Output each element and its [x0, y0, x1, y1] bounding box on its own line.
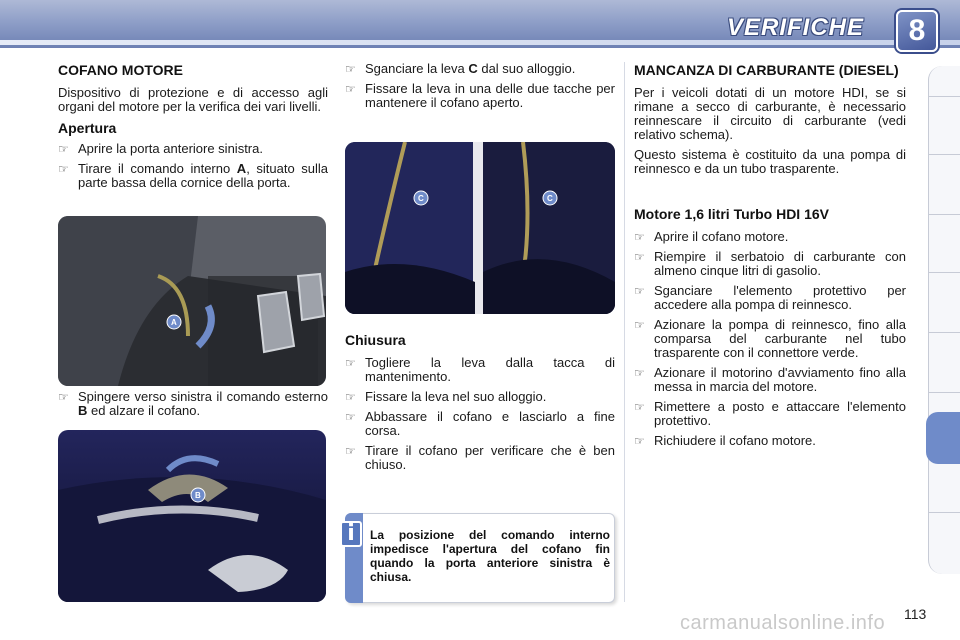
list-item: ☞ Spingere verso sinistra il comando esterno B ed alzare il cofano.	[58, 389, 328, 418]
pointing-hand-icon: ☞	[634, 230, 645, 244]
column-divider	[624, 62, 625, 602]
chapter-tab-strip	[928, 66, 960, 574]
chapter-tab-active[interactable]	[926, 412, 960, 464]
list-item: ☞ Sganciare la leva C dal suo alloggio.	[345, 61, 576, 76]
subtitle-closing: Chiusura	[345, 332, 406, 348]
tab-divider	[929, 214, 960, 215]
page-number: 113	[904, 606, 927, 622]
list-item: ☞ Togliere la leva dalla tacca di mantenimento.	[345, 355, 615, 384]
tab-divider	[929, 512, 960, 513]
pointing-hand-icon: ☞	[345, 62, 356, 76]
pointing-hand-icon: ☞	[634, 434, 645, 448]
pointing-hand-icon: ☞	[634, 400, 645, 414]
opening-steps-cont	[58, 390, 328, 418]
pointing-hand-icon: ☞	[345, 356, 356, 370]
column-bonnet-cont	[58, 390, 328, 424]
subtitle-opening: Apertura	[58, 120, 117, 136]
list-item: ☞ Abbassare il cofano e lasciarlo a fine corsa.	[345, 409, 615, 438]
prop-steps	[345, 62, 615, 110]
column-bonnet	[58, 62, 328, 196]
list-item: ☞ Rimettere a posto e attaccare l'elemento protettivo.	[634, 399, 906, 428]
control-letter: C	[468, 61, 478, 76]
section-title-fuel: MANCANZA DI CARBURANTE (DIESEL)	[634, 62, 899, 78]
list-item: ☞ Richiudere il cofano motore.	[634, 433, 816, 448]
marker-c-left: C	[418, 194, 424, 203]
closing-steps	[345, 356, 615, 472]
marker-a: A	[171, 318, 177, 327]
opening-steps	[58, 142, 328, 190]
photo-interior-release	[58, 216, 326, 386]
pointing-hand-icon: ☞	[345, 82, 356, 96]
list-item: ☞ Aprire la porta anteriore sinistra.	[58, 141, 263, 156]
tab-divider	[929, 96, 960, 97]
bonnet-intro: Dispositivo di protezione e di accesso agli organi del motore per la verifica dei vari livelli.	[58, 85, 328, 114]
marker-b: B	[195, 491, 201, 500]
section-title-bonnet: COFANO MOTORE	[58, 62, 183, 78]
priming-steps	[634, 230, 906, 448]
pointing-hand-icon: ☞	[58, 390, 69, 404]
list-item: ☞ Tirare il comando interno A, situato sulla parte bassa della cornice della porta.	[58, 161, 328, 190]
list-item: ☞ Sganciare l'elemento protettivo per accedere alla pompa di reinnesco.	[634, 283, 906, 312]
pointing-hand-icon: ☞	[345, 410, 356, 424]
column-prop-and-closing	[345, 62, 615, 116]
info-icon: i	[340, 521, 362, 547]
tab-divider	[929, 272, 960, 273]
pointing-hand-icon: ☞	[634, 318, 645, 332]
chapter-badge: 8	[896, 10, 938, 52]
photo-exterior-latch	[58, 430, 326, 602]
marker-c-right: C	[547, 194, 553, 203]
list-item: ☞ Fissare la leva in una delle due tacche per mantenere il cofano aperto.	[345, 81, 615, 110]
list-item: ☞ Tirare il cofano per verificare che è ben chiuso.	[345, 443, 615, 472]
photo-bonnet-prop	[345, 142, 615, 314]
column-closing	[345, 332, 615, 478]
fuel-paragraph-2: Questo sistema è costituito da una pompa di reinnesco e da un tubo trasparente.	[634, 147, 906, 176]
column-fuel	[634, 62, 906, 454]
list-item: ☞ Riempire il serbatoio di carburante con almeno cinque litri di gasolio.	[634, 249, 906, 278]
list-item: ☞ Aprire il cofano motore.	[634, 229, 789, 244]
fuel-paragraph-1: Per i veicoli dotati di un motore HDI, se si rimane a secco di carburante, è necessario reinnescare il circuito di carburante (vedi relativo schema).	[634, 85, 906, 142]
list-item: ☞ Fissare la leva nel suo alloggio.	[345, 389, 547, 404]
list-item: ☞ Azionare la pompa di reinnesco, fino alla comparsa del carburante nel tubo trasparente con il connettore verde.	[634, 317, 906, 360]
pointing-hand-icon: ☞	[634, 284, 645, 298]
subtitle-engine: Motore 1,6 litri Turbo HDI 16V	[634, 206, 829, 222]
tab-divider	[929, 392, 960, 393]
pointing-hand-icon: ☞	[58, 142, 69, 156]
pointing-hand-icon: ☞	[634, 366, 645, 380]
info-note-text: La posizione del comando interno impedisce l'apertura del cofano fin quando la porta anteriore sinistra è chiusa.	[370, 528, 610, 584]
pointing-hand-icon: ☞	[345, 444, 356, 458]
pointing-hand-icon: ☞	[58, 162, 69, 176]
tab-divider	[929, 154, 960, 155]
list-item: ☞ Azionare il motorino d'avviamento fino alla messa in marcia del motore.	[634, 365, 906, 394]
tab-divider	[929, 332, 960, 333]
control-letter: A	[236, 161, 247, 176]
pointing-hand-icon: ☞	[345, 390, 356, 404]
pointing-hand-icon: ☞	[634, 250, 645, 264]
page-title: VERIFICHE	[726, 14, 864, 41]
watermark: carmanualsonline.info	[680, 612, 886, 634]
control-letter: B	[78, 403, 88, 418]
